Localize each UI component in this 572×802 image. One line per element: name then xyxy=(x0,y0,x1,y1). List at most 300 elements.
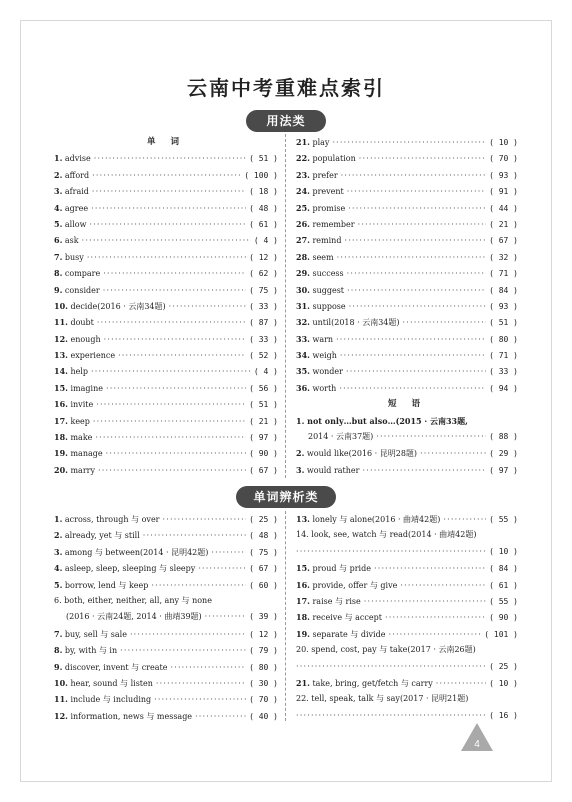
index-item[interactable] xyxy=(54,200,278,216)
item-text: wonder xyxy=(312,367,343,377)
item-text: marry xyxy=(70,465,95,475)
page-ref: ( 55 ) xyxy=(489,596,518,606)
index-item[interactable] xyxy=(296,216,518,232)
leader-dots xyxy=(82,233,251,249)
item-text: receive 与 accept xyxy=(312,613,382,623)
index-item[interactable] xyxy=(54,314,278,330)
leader-dots xyxy=(151,578,246,594)
subheading-phrases: 短 语 xyxy=(388,399,426,410)
index-item[interactable] xyxy=(54,150,278,166)
index-item[interactable] xyxy=(54,249,278,265)
page-ref: ( 39 ) xyxy=(249,612,278,622)
item-number: 4. xyxy=(54,202,63,213)
index-item[interactable] xyxy=(54,708,278,724)
index-item[interactable] xyxy=(296,560,518,576)
page-ref: ( 18 ) xyxy=(249,187,278,197)
page-ref: ( 4 ) xyxy=(253,236,278,246)
page-ref: ( 21 ) xyxy=(489,219,518,229)
item-number: 7. xyxy=(54,628,63,639)
page-ref: ( 52 ) xyxy=(249,351,278,361)
page-ref: ( 84 ) xyxy=(489,285,518,295)
index-item[interactable] xyxy=(54,429,278,445)
index-item[interactable] xyxy=(54,626,278,642)
leader-dots xyxy=(347,283,486,299)
subheading-words: 单 词 xyxy=(147,137,185,147)
item-number: 21. xyxy=(296,137,310,147)
page-ref: ( 10 ) xyxy=(489,678,518,688)
page-ref: ( 30 ) xyxy=(249,678,278,688)
item-number: 1. xyxy=(54,514,63,524)
leader-dots xyxy=(120,643,246,659)
page-ref: ( 79 ) xyxy=(249,646,278,656)
column-divider xyxy=(285,134,286,478)
section-discrimination-label: 单词辨析类 xyxy=(236,486,336,508)
item-text: prefer xyxy=(312,170,338,180)
page-ref: ( 97 ) xyxy=(249,433,278,443)
leader-dots xyxy=(92,184,246,200)
item-text: weigh xyxy=(312,351,337,361)
phrase-item[interactable] xyxy=(296,445,518,461)
page-ref: ( 84 ) xyxy=(489,564,518,574)
item-text: doubt xyxy=(70,318,94,328)
index-item-continued[interactable] xyxy=(296,544,518,560)
page-ref: ( 4 ) xyxy=(253,367,278,377)
index-item[interactable] xyxy=(54,691,278,707)
leader-dots xyxy=(420,446,486,462)
discrimination-right-column xyxy=(296,511,518,724)
page-ref: ( 56 ) xyxy=(249,383,278,393)
index-item[interactable] xyxy=(54,347,278,363)
item-number: 17. xyxy=(54,415,68,426)
item-text: allow xyxy=(64,219,87,229)
page-ref: ( 80 ) xyxy=(489,334,518,344)
index-item[interactable] xyxy=(296,609,518,625)
item-text: proud 与 pride xyxy=(312,564,371,574)
item-number: 18. xyxy=(54,432,68,443)
item-number: 16. xyxy=(54,399,68,410)
item-number: 11. xyxy=(54,317,68,328)
item-number: 3. xyxy=(54,186,63,197)
page-ref: ( 94 ) xyxy=(489,383,518,393)
page-ref: ( 33 ) xyxy=(249,334,278,344)
index-item-continued[interactable] xyxy=(54,609,278,625)
leader-dots xyxy=(97,315,246,331)
leader-dots xyxy=(436,676,486,692)
usage-right-column xyxy=(296,134,518,478)
leader-dots xyxy=(376,429,486,445)
index-item[interactable] xyxy=(296,511,518,527)
index-item[interactable] xyxy=(296,347,518,363)
page-ref: ( 100 ) xyxy=(244,170,278,180)
page-ref: ( 12 ) xyxy=(249,252,278,262)
index-item[interactable] xyxy=(54,298,278,314)
index-item[interactable] xyxy=(54,265,278,281)
page-ref: ( 16 ) xyxy=(489,710,518,720)
item-text: busy xyxy=(64,252,84,262)
page-ref: ( 10 ) xyxy=(489,138,518,147)
item-text: seem xyxy=(312,252,334,262)
item-text: keep xyxy=(70,416,90,426)
leader-dots xyxy=(403,315,487,331)
item-text: make xyxy=(70,433,93,443)
item-number: 16. xyxy=(296,579,310,590)
index-item[interactable] xyxy=(54,577,278,593)
item-number: 9. xyxy=(54,284,63,295)
item-text: decide(2016 · 云南34题) xyxy=(70,301,166,311)
page-ref: ( 90 ) xyxy=(249,449,278,459)
item-number: 36. xyxy=(296,382,310,393)
leader-dots xyxy=(359,151,486,167)
item-text: invite xyxy=(70,400,94,410)
item-text: until(2018 · 云南34题) xyxy=(312,318,400,328)
item-text: ask xyxy=(64,236,79,246)
item-number: 15. xyxy=(296,563,310,574)
page-ref: ( 51 ) xyxy=(249,154,278,164)
index-item[interactable] xyxy=(54,380,278,396)
item-number: 34. xyxy=(296,350,310,361)
index-item[interactable] xyxy=(296,642,518,658)
index-item[interactable] xyxy=(296,675,518,691)
phrase-item-continued[interactable] xyxy=(296,429,518,445)
item-number: 28. xyxy=(296,251,310,262)
item-number: 22. xyxy=(296,153,310,164)
leader-dots xyxy=(170,660,246,676)
item-number: 32. xyxy=(296,317,310,328)
index-item[interactable] xyxy=(54,642,278,658)
page-ref: ( 25 ) xyxy=(489,661,518,671)
page-ref: ( 67 ) xyxy=(249,564,278,574)
item-number: 3. xyxy=(296,464,305,475)
item-number: 19. xyxy=(296,628,310,639)
item-number: 24. xyxy=(296,186,310,197)
item-number: 6. xyxy=(54,235,63,246)
leader-dots xyxy=(388,627,481,643)
leader-dots xyxy=(98,463,246,479)
leader-dots xyxy=(94,151,246,167)
leader-dots xyxy=(103,266,246,282)
page-ref: ( 88 ) xyxy=(489,432,518,442)
item-text: discover, invent 与 create xyxy=(64,662,168,672)
index-item[interactable] xyxy=(54,544,278,560)
item-number: 20. xyxy=(54,464,68,475)
index-item[interactable] xyxy=(54,445,278,461)
page-ref: ( 40 ) xyxy=(249,711,278,721)
item-text: take, bring, get/fetch 与 carry xyxy=(312,678,433,688)
item-number: 8. xyxy=(54,645,63,656)
item-number: 1. xyxy=(54,153,63,164)
leader-dots xyxy=(341,168,486,184)
index-item[interactable] xyxy=(54,675,278,691)
index-item[interactable] xyxy=(54,413,278,429)
item-text: remind xyxy=(312,236,342,246)
item-text: 22. tell, speak, talk 与 say(2017 · 昆明21题) xyxy=(296,694,469,704)
index-item[interactable] xyxy=(296,314,518,330)
leader-dots xyxy=(93,414,246,430)
index-item[interactable] xyxy=(296,363,518,379)
item-text: 20. spend, cost, pay 与 take(2017 · 云南26题) xyxy=(296,645,476,655)
item-number: 3. xyxy=(54,546,63,557)
item-number: 2. xyxy=(296,448,305,459)
item-text: consider xyxy=(64,285,100,295)
item-number: 7. xyxy=(54,251,63,262)
leader-dots xyxy=(163,512,247,528)
phrase-text: would like(2016 · 昆明28题) xyxy=(306,449,418,459)
leader-dots xyxy=(443,512,486,528)
page-ref: ( 70 ) xyxy=(489,154,518,164)
phrase-item[interactable] xyxy=(296,462,518,478)
item-number: 11. xyxy=(54,694,68,705)
page-ref: ( 25 ) xyxy=(249,515,278,524)
page-ref: ( 75 ) xyxy=(249,285,278,295)
item-number: 21. xyxy=(296,677,310,688)
item-number: 19. xyxy=(54,448,68,459)
page-ref: ( 67 ) xyxy=(249,465,278,475)
item-text: play xyxy=(312,138,330,147)
phrase-text: would rather xyxy=(306,465,360,475)
page-ref: ( 61 ) xyxy=(489,580,518,590)
leader-dots xyxy=(87,250,246,266)
item-text: warn xyxy=(312,334,334,344)
leader-dots xyxy=(339,381,486,397)
item-text: provide, offer 与 give xyxy=(312,580,398,590)
page-ref: ( 93 ) xyxy=(489,301,518,311)
column-divider xyxy=(285,511,286,721)
item-text: 14. look, see, watch 与 read(2014 · 曲靖42题) xyxy=(296,530,477,540)
index-item[interactable] xyxy=(296,282,518,298)
item-text: worth xyxy=(312,383,337,393)
page-ref: ( 21 ) xyxy=(249,416,278,426)
index-item[interactable] xyxy=(296,691,518,707)
discrimination-left-column xyxy=(54,511,278,724)
phrase-text: 2014 · 云南37题) xyxy=(308,432,374,442)
index-item[interactable] xyxy=(54,511,278,527)
index-item[interactable] xyxy=(54,183,278,199)
item-number: 10. xyxy=(54,300,68,311)
leader-dots xyxy=(348,201,486,217)
item-number: 15. xyxy=(54,382,68,393)
item-text: raise 与 rise xyxy=(312,596,361,606)
page-ref: ( 33 ) xyxy=(489,367,518,377)
item-text: 6. both, either, neither, all, any 与 none xyxy=(54,595,212,605)
index-item[interactable] xyxy=(54,232,278,248)
leader-dots xyxy=(385,610,486,626)
item-text: hear, sound 与 listen xyxy=(70,678,153,688)
page-ref: ( 90 ) xyxy=(489,613,518,623)
page-ref: ( 70 ) xyxy=(249,695,278,705)
item-number: 2. xyxy=(54,530,63,541)
leader-dots xyxy=(91,201,246,217)
section-usage-label: 用法类 xyxy=(246,110,326,132)
item-number: 5. xyxy=(54,218,63,229)
leader-dots xyxy=(130,627,246,643)
page-ref: ( 97 ) xyxy=(489,465,518,475)
item-text: enough xyxy=(70,334,101,344)
leader-dots xyxy=(364,594,486,610)
leader-dots xyxy=(296,708,486,724)
leader-dots xyxy=(198,561,246,577)
phrase-text: 1. not only…but also…(2015 · 云南33题, xyxy=(296,415,468,426)
page-ref: ( 71 ) xyxy=(489,351,518,361)
item-text: information, news 与 message xyxy=(70,711,193,721)
page-ref: ( 55 ) xyxy=(489,515,518,524)
index-item[interactable] xyxy=(296,626,518,642)
leader-dots xyxy=(118,348,246,364)
page-ref: ( 61 ) xyxy=(249,219,278,229)
index-item[interactable] xyxy=(296,150,518,166)
item-text: borrow, lend 与 keep xyxy=(64,580,149,590)
item-number: 12. xyxy=(54,710,68,721)
leader-dots xyxy=(296,544,486,560)
leader-dots xyxy=(195,709,246,725)
index-item[interactable] xyxy=(296,183,518,199)
item-number: 2. xyxy=(54,169,63,180)
leader-dots xyxy=(92,168,241,184)
leader-dots xyxy=(89,217,246,233)
leader-dots xyxy=(143,528,246,544)
page-ref: ( 51 ) xyxy=(249,400,278,410)
item-number: 25. xyxy=(296,202,310,213)
leader-dots xyxy=(336,332,486,348)
item-number: 13. xyxy=(296,514,310,524)
page-ref: ( 48 ) xyxy=(249,531,278,541)
leader-dots xyxy=(337,250,486,266)
index-item[interactable] xyxy=(54,659,278,675)
item-text: buy, sell 与 sale xyxy=(64,629,127,639)
item-number: 8. xyxy=(54,268,63,279)
leader-dots xyxy=(344,233,486,249)
item-number: 4. xyxy=(54,563,63,574)
leader-dots xyxy=(400,578,486,594)
item-text: advise xyxy=(64,154,91,164)
phrase-item[interactable] xyxy=(296,413,518,429)
index-item[interactable] xyxy=(296,527,518,543)
item-text: population xyxy=(312,154,356,164)
page-title: 云南中考重难点索引 xyxy=(187,76,385,100)
index-item[interactable] xyxy=(54,462,278,478)
usage-left-column xyxy=(54,134,278,478)
item-text: manage xyxy=(70,449,103,459)
page-number-badge xyxy=(460,722,494,752)
leader-dots xyxy=(332,135,486,151)
leader-dots xyxy=(340,348,486,364)
page-ref: ( 32 ) xyxy=(489,252,518,262)
leader-dots xyxy=(106,381,246,397)
page-ref: ( 10 ) xyxy=(489,546,518,556)
index-item[interactable] xyxy=(296,232,518,248)
leader-dots xyxy=(96,397,246,413)
index-item[interactable] xyxy=(296,134,518,150)
item-number: 18. xyxy=(296,612,310,623)
leader-dots xyxy=(349,299,486,315)
item-number: 27. xyxy=(296,235,310,246)
leader-dots xyxy=(358,217,486,233)
index-item[interactable] xyxy=(54,167,278,183)
leader-dots xyxy=(205,609,246,625)
index-item[interactable] xyxy=(296,265,518,281)
page-ref: ( 51 ) xyxy=(489,318,518,328)
item-text: remember xyxy=(312,219,355,229)
leader-dots xyxy=(347,266,486,282)
page-ref: ( 67 ) xyxy=(489,236,518,246)
leader-dots xyxy=(211,545,246,561)
leader-dots xyxy=(106,446,246,462)
leader-dots xyxy=(296,659,486,675)
item-text: asleep, sleep, sleeping 与 sleepy xyxy=(64,564,196,574)
item-text: prevent xyxy=(312,187,344,197)
page-ref: ( 75 ) xyxy=(249,547,278,557)
page-ref: ( 71 ) xyxy=(489,269,518,279)
item-text: promise xyxy=(312,203,346,213)
leader-dots xyxy=(103,283,246,299)
item-number: 26. xyxy=(296,218,310,229)
item-text: agree xyxy=(64,203,89,213)
page-ref: ( 48 ) xyxy=(249,203,278,213)
index-item[interactable] xyxy=(54,396,278,412)
item-text: separate 与 divide xyxy=(312,629,386,639)
item-number: 9. xyxy=(54,661,63,672)
page-ref: ( 29 ) xyxy=(489,449,518,459)
item-text: lonely 与 alone(2016 · 曲靖42题) xyxy=(312,515,441,524)
item-text: by, with 与 in xyxy=(64,646,118,656)
index-item[interactable] xyxy=(54,527,278,543)
leader-dots xyxy=(91,364,251,380)
index-item[interactable] xyxy=(296,249,518,265)
page-ref: ( 33 ) xyxy=(249,301,278,311)
item-number: 17. xyxy=(296,595,310,606)
index-item-continued[interactable] xyxy=(296,659,518,675)
item-number: 31. xyxy=(296,300,310,311)
leader-dots xyxy=(95,430,246,446)
index-item[interactable] xyxy=(54,560,278,576)
page-ref: ( 62 ) xyxy=(249,269,278,279)
index-item[interactable] xyxy=(54,216,278,232)
index-item[interactable] xyxy=(296,200,518,216)
item-number: 10. xyxy=(54,677,68,688)
page-ref: ( 93 ) xyxy=(489,170,518,180)
index-item[interactable] xyxy=(54,282,278,298)
item-number: 12. xyxy=(54,333,68,344)
item-text: success xyxy=(312,269,344,279)
index-item[interactable] xyxy=(296,380,518,396)
index-item[interactable] xyxy=(296,298,518,314)
page-ref: ( 60 ) xyxy=(249,580,278,590)
index-item[interactable] xyxy=(54,363,278,379)
item-text: afraid xyxy=(64,187,89,197)
item-text: among 与 between(2014 · 昆明42题) xyxy=(64,547,209,557)
item-text: suppose xyxy=(312,301,346,311)
item-text: imagine xyxy=(70,383,103,393)
page-ref: ( 44 ) xyxy=(489,203,518,213)
index-item[interactable] xyxy=(296,593,518,609)
index-item[interactable] xyxy=(296,167,518,183)
item-text: suggest xyxy=(312,285,345,295)
item-text: compare xyxy=(64,269,101,279)
page-ref: ( 87 ) xyxy=(249,318,278,328)
index-item[interactable] xyxy=(54,331,278,347)
item-number: 14. xyxy=(54,366,68,377)
leader-dots xyxy=(347,184,486,200)
index-item[interactable] xyxy=(296,331,518,347)
item-number: 33. xyxy=(296,333,310,344)
item-text: already, yet 与 still xyxy=(64,531,140,541)
leader-dots xyxy=(362,463,486,479)
item-text: help xyxy=(70,367,89,377)
item-text: experience xyxy=(70,351,116,361)
item-number: 30. xyxy=(296,284,310,295)
index-item[interactable] xyxy=(296,577,518,593)
item-number: 13. xyxy=(54,350,68,361)
index-item[interactable] xyxy=(54,593,278,609)
